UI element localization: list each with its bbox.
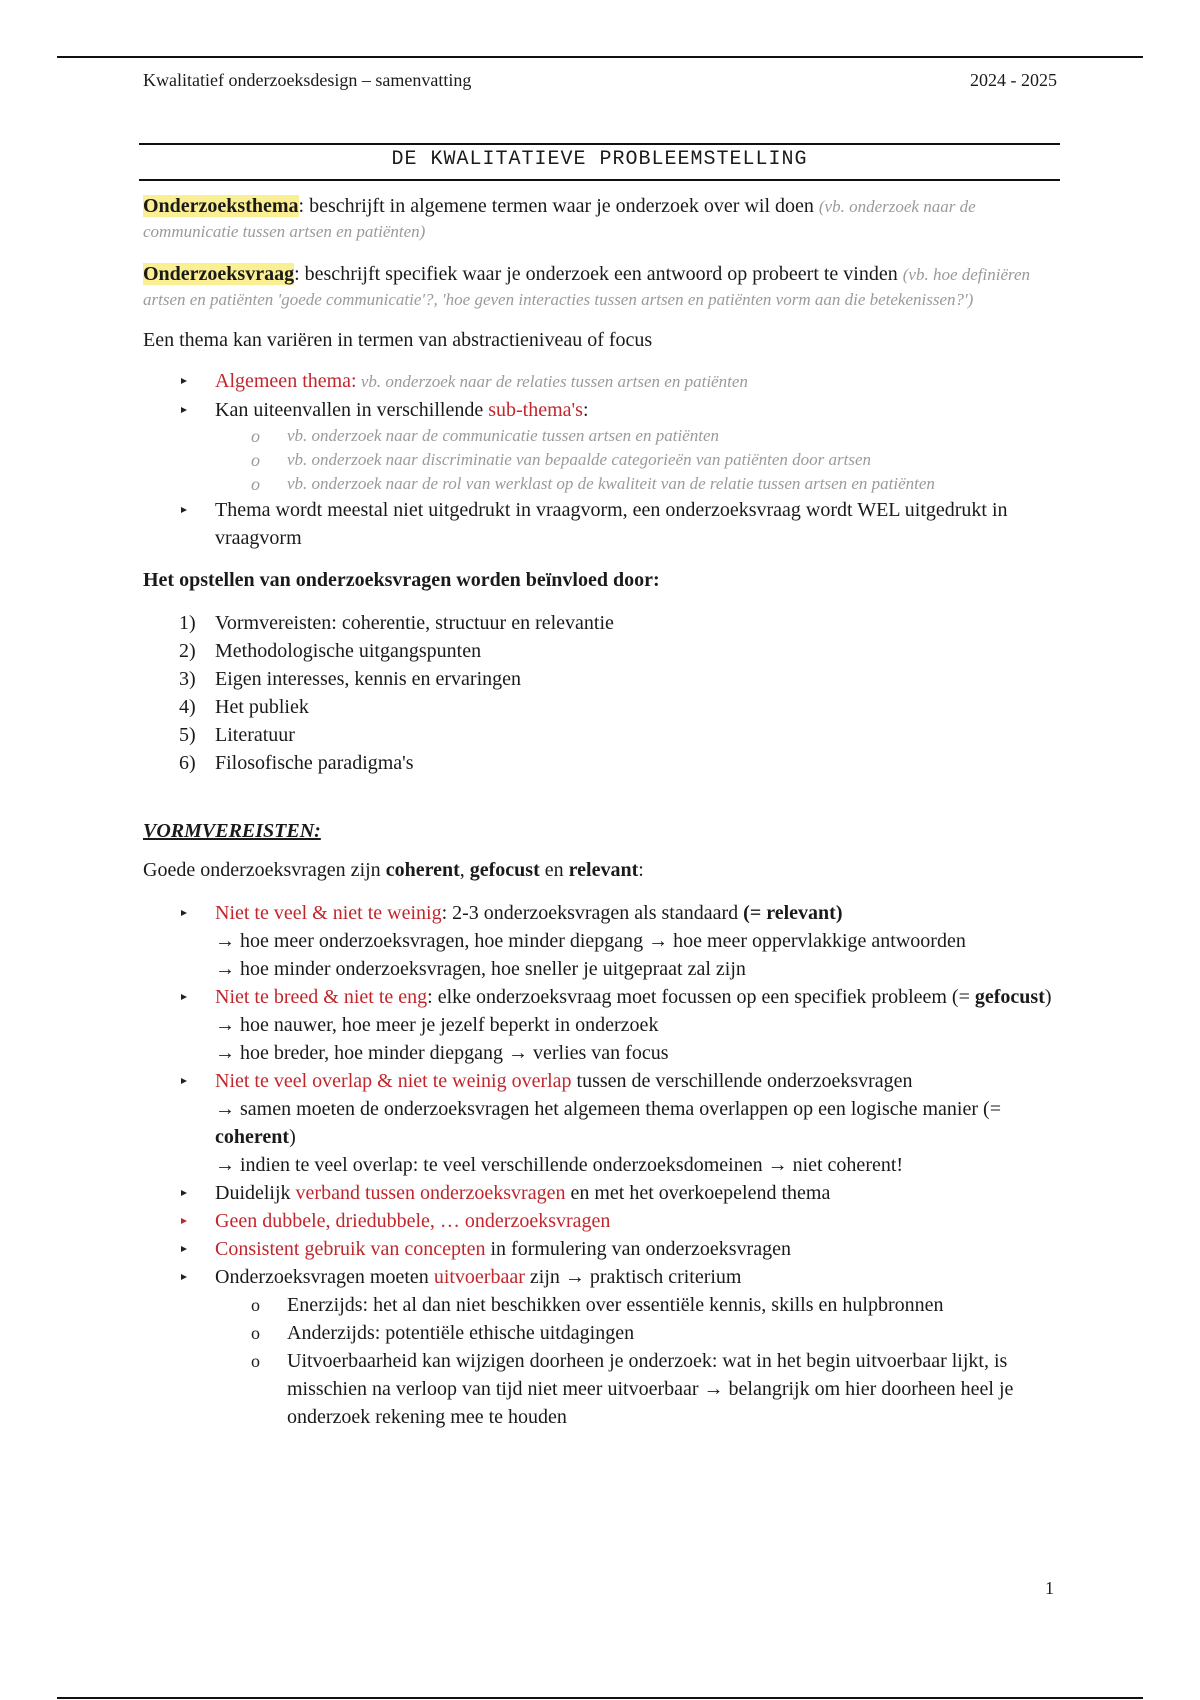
item-number: 6) [179, 752, 196, 774]
req-arrow-line: → hoe meer onderzoeksvragen, hoe minder diepgang → hoe meer oppervlakkige antwoorden [215, 930, 966, 952]
req-bold: coherent [215, 1126, 290, 1148]
theme-intro: Een thema kan variëren in termen van abstractieniveau of focus [143, 329, 653, 351]
header-title: Kwalitatief onderzoeksdesign – samenvatting [143, 70, 472, 90]
list-item [143, 1263, 1058, 1431]
item-number: 5) [179, 724, 196, 746]
list-item [143, 396, 1058, 496]
intro-and: en [539, 859, 569, 881]
req-arrow-line: → hoe nauwer, hoe meer je jezelf beperkt in onderzoek [215, 1014, 659, 1036]
list-item [143, 665, 1058, 693]
item-number: 2) [179, 640, 196, 662]
req-arrow-line: → samen moeten de onderzoeksvragen het algemeen thema overlappen op een logische manier (= [215, 1098, 1001, 1120]
list-item [143, 1235, 1058, 1263]
req-arrow-line: → hoe minder onderzoeksvragen, hoe sneller je uitgepraat zal zijn [215, 958, 746, 980]
req-end: ) [1044, 986, 1052, 1008]
list-item [143, 1067, 1058, 1179]
thema-text: : beschrijft in algemene termen waar je onderzoek over wil doen [298, 195, 819, 217]
top-rule [57, 56, 1143, 58]
item-number: 4) [179, 696, 196, 718]
bottom-rule [57, 1697, 1143, 1699]
subtheme-colon: : [582, 399, 589, 421]
item-text: Het publiek [215, 696, 309, 718]
list-item [143, 1179, 1058, 1207]
intro-gefocust: gefocust [469, 859, 540, 881]
req-text: in formulering van onderzoeksvragen [485, 1238, 791, 1260]
req-text: Duidelijk [215, 1182, 296, 1204]
influence-heading: Het opstellen van onderzoeksvragen worden beïnvloed door: [143, 569, 660, 591]
thema-term: Onderzoeksthema [143, 195, 299, 217]
req-label: Niet te veel & niet te weinig [215, 902, 442, 924]
item-text: Vormvereisten: coherentie, structuur en relevantie [215, 612, 614, 634]
req-label: Niet te veel overlap & niet te weinig overlap [215, 1070, 572, 1092]
req-label: Consistent gebruik van concepten [215, 1238, 486, 1260]
intro-sep: , [459, 859, 470, 881]
section-title: DE KWALITATIEVE PROBLEEMSTELLING [139, 143, 1060, 181]
item-number: 1) [179, 612, 196, 634]
intro-text: Goede onderzoeksvragen zijn [143, 859, 386, 881]
subtheme-examples [143, 424, 1058, 496]
vraag-definition [143, 262, 1058, 312]
requirements-list [143, 899, 1058, 1431]
vraag-text: : beschrijft specifiek waar je onderzoek een antwoord op probeert te vinden [294, 263, 903, 285]
req-end: ) [289, 1126, 296, 1148]
vorm-intro [143, 858, 1058, 883]
req-text: : elke onderzoeksvraag moet focussen op een specifiek probleem (= [427, 986, 975, 1008]
theme-list [143, 367, 1058, 552]
item-text: Filosofische paradigma's [215, 752, 414, 774]
vormvereisten-heading: VORMVEREISTEN: [143, 820, 321, 842]
intro-colon: : [638, 859, 644, 881]
item-text: Eigen interesses, kennis en ervaringen [215, 668, 522, 690]
list-item [143, 367, 1058, 396]
req-text: Onderzoeksvragen moeten [215, 1266, 434, 1288]
list-item [143, 899, 1058, 983]
list-item: o vb. onderzoek naar de communicatie tussen artsen en patiënten [215, 424, 1058, 448]
list-item [143, 693, 1058, 721]
req-text: en met het overkoepelend thema [565, 1182, 831, 1204]
req-bold: gefocust [974, 986, 1045, 1008]
list-item [143, 983, 1058, 1067]
req-text: : 2-3 onderzoeksvragen als standaard [441, 902, 744, 924]
list-item: o vb. onderzoek naar discriminatie van bepaalde categorieën van patiënten door artsen [215, 448, 1058, 472]
list-item [143, 1207, 1058, 1235]
vraag-example: (vb. hoe definiëren artsen en patiënten 'goede communicatie'?, 'hoe geven interacties tussen artsen en patiënten vorm aan die betekenissen?') [143, 265, 1031, 309]
list-item: Thema wordt meestal niet uitgedrukt in vraagvorm, een onderzoeksvraag wordt WEL uitgedrukt in vraagvorm [143, 496, 1058, 552]
thema-example: (vb. onderzoek naar de communicatie tussen artsen en patiënten) [143, 197, 976, 241]
document-body [143, 190, 1058, 1431]
req-label: Niet te breed & niet te eng [215, 986, 428, 1008]
item-text: Literatuur [215, 724, 295, 746]
list-item: o Uitvoerbaarheid kan wijzigen doorheen je onderzoek: wat in het begin uitvoerbaar lijkt, is misschien na verloop van tijd niet meer uitvoerbaar → belangrijk om hier doorheen heel je onderzoek rekening mee te houden [215, 1347, 1058, 1431]
thema-definition [143, 194, 1058, 244]
intro-relevant: relevant [568, 859, 639, 881]
list-item [143, 749, 1058, 777]
algemeen-label: Algemeen thema: [215, 370, 357, 392]
item-text: Methodologische uitgangspunten [215, 640, 482, 662]
feasibility-sublist [143, 1291, 1058, 1431]
list-item: o Enerzijds: het al dan niet beschikken over essentiële kennis, skills en hulpbronnen [215, 1291, 1058, 1319]
req-label: uitvoerbaar [433, 1266, 525, 1288]
subtheme-text: Kan uiteenvallen in verschillende [215, 399, 489, 421]
list-item [143, 609, 1058, 637]
req-label: verband tussen onderzoeksvragen [295, 1182, 566, 1204]
list-item [143, 637, 1058, 665]
item-number: 3) [179, 668, 196, 690]
algemeen-example: vb. onderzoek naar de relaties tussen artsen en patiënten [356, 372, 748, 391]
list-item: o vb. onderzoek naar de rol van werklast op de kwaliteit van de relatie tussen artsen en patiënten [215, 472, 1058, 496]
req-arrow-line: → indien te veel overlap: te veel verschillende onderzoeksdomeinen → niet coherent! [215, 1154, 904, 1176]
vraag-term: Onderzoeksvraag [143, 263, 295, 285]
page-number: 1 [1045, 1578, 1054, 1598]
header-year: 2024 - 2025 [970, 70, 1057, 90]
list-item: o Anderzijds: potentiële ethische uitdagingen [215, 1319, 1058, 1347]
subtheme-label: sub-thema's [488, 399, 583, 421]
influence-list [143, 609, 1058, 777]
req-arrow-line: → hoe breder, hoe minder diepgang → verlies van focus [215, 1042, 669, 1064]
intro-coherent: coherent [385, 859, 460, 881]
req-bold: (= relevant) [743, 902, 843, 924]
req-text: tussen de verschillende onderzoeksvragen [571, 1070, 913, 1092]
req-text: zijn → praktisch criterium [524, 1266, 742, 1288]
req-label: Geen dubbele, driedubbele, … onderzoeksvragen [215, 1210, 611, 1232]
list-item [143, 721, 1058, 749]
